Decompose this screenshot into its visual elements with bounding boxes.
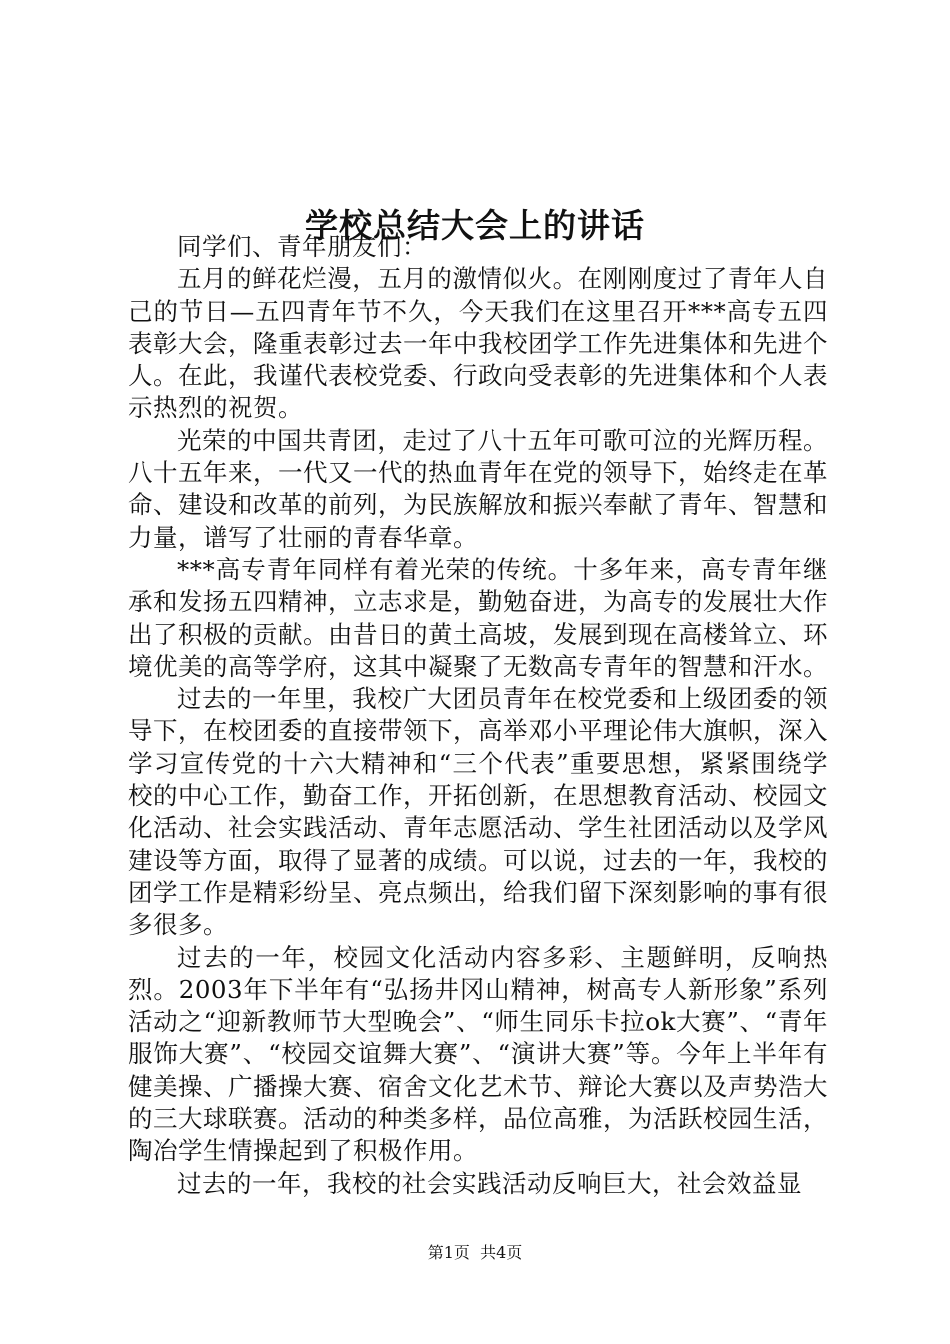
document-title: 学校总结大会上的讲话: [305, 206, 645, 246]
salutation-paragraph: 同学们、青年朋友们：: [177, 232, 427, 261]
body-paragraph: 五月的鲜花烂漫，五月的激情似火。在刚刚度过了青年人自己的节日—五四青年节不久，今天我们在这里召开***高专五四表彰大会，隆重表彰过去一年中我校团学工作先进集体和先进个人。在此，我谨代表校党委、行政向受表彰的先进集体和个人表示热烈的祝贺。: [128, 264, 828, 423]
body-paragraph: 过去的一年里，我校广大团员青年在校党委和上级团委的领导下，在校团委的直接带领下，高举邓小平理论伟大旗帜，深入学习宣传党的十六大精神和“三个代表”重要思想，紧紧围绕学校的中心工作，勤奋工作，开拓创新，在思想教育活动、校园文化活动、社会实践活动、青年志愿活动、学生社团活动以及学风建设等方面，取得了显著的成绩。可以说，过去的一年，我校的团学工作是精彩纷呈、亮点频出，给我们留下深刻影响的事有很多很多。: [128, 684, 828, 940]
page-number-footer: 第1页 共4页: [427, 1243, 523, 1262]
body-paragraph: 过去的一年，校园文化活动内容多彩、主题鲜明，反响热烈。2003年下半年有“弘扬井冈山精神，树高专人新形象”系列活动之“迎新教师节大型晚会”、“师生同乐卡拉ok大赛”、“青年服饰大赛”、“校园交谊舞大赛”、“演讲大赛”等。今年上半年有健美操、广播操大赛、宿舍文化艺术节、辩论大赛以及声势浩大的三大球联赛。活动的种类多样，品位高雅，为活跃校园生活，陶冶学生情操起到了积极作用。: [128, 942, 828, 1166]
document-body: [128, 231, 828, 1200]
body-paragraph: ***高专青年同样有着光荣的传统。十多年来，高专青年继承和发扬五四精神，立志求是，勤勉奋进，为高专的发展壮大作出了积极的贡献。由昔日的黄土高坡，发展到现在高楼耸立、环境优美的高等学府，这其中凝聚了无数高专青年的智慧和汗水。: [128, 554, 828, 681]
body-paragraph: 过去的一年，我校的社会实践活动反响巨大，社会效益显: [177, 1168, 802, 1198]
body-paragraph: 光荣的中国共青团，走过了八十五年可歌可泣的光辉历程。八十五年来，一代又一代的热血青年在党的领导下，始终走在革命、建设和改革的前列，为民族解放和振兴奉献了青年、智慧和力量，谱写了壮丽的青春华章。: [128, 425, 828, 552]
